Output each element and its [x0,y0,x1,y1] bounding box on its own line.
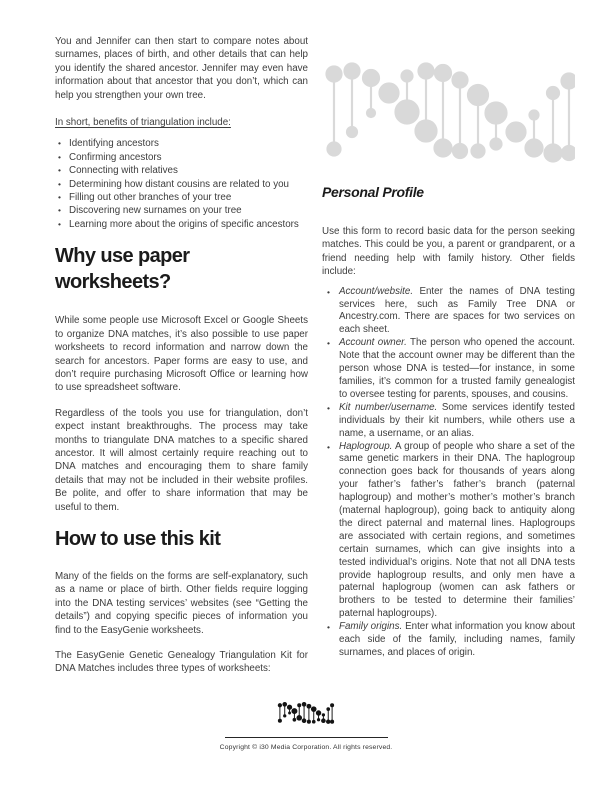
list-item [55,164,308,177]
list-item [55,151,308,164]
field-term: Account/website. [339,285,414,297]
paragraph: While some people use Microsoft Excel or Google Sheets to organize DNA matches, it’s also possible to use paper worksheets to record information and narrow down the search for ancestors. Paper forms are easy to use, and don’t require purchasing Microsoft Office or learning how to use spreadsheet software. [55,315,308,394]
field-term: Account owner. [339,337,407,349]
field-term: Family origins. [339,621,403,633]
benefit-label: Connecting with relatives [69,165,178,177]
list-item [55,218,308,231]
page-footer [0,700,612,752]
benefit-label: Identifying ancestors [69,138,159,150]
right-column [322,55,575,660]
field-item [322,402,575,441]
benefits-list [55,137,308,231]
field-description: Enter the names of DNA testing services here, such as Family Tree DNA or Ancestry.com. There are spaces for two services on each sheet. [339,285,575,336]
dna-logo-icon [277,700,335,726]
benefits-heading: In short, benefits of triangulation include: [55,117,231,129]
footer-divider [225,737,388,738]
list-item [55,178,308,191]
paragraph: Many of the fields on the forms are self-explanatory, such as a name or place of birth. Other fields require logging into the DNA testing services’ websites (see “Getting the details”) and copying specific pieces of information you find to the EasyGenie worksheets. [55,570,308,636]
list-item [55,137,308,150]
copyright-text: Copyright © i30 Media Corporation. All rights reserved. [219,744,393,751]
field-item [322,286,575,338]
dna-helix-icon [322,55,575,167]
left-column [55,35,308,688]
field-description: A group of people who share a set of the same genetic markers in their DNA. The haplogroup connection goes back for thousands of years along your father’s father’s father’s branch (paternal haplogroup) and mother’s mother’s mother’s branch (maternal haplogroup), going back to antiquity along the direct paternal and maternal lines. Haplogroups are associated with certain regions, and sometimes certain surnames, which can give insights into a tested individual’s origins. Note that not all DNA tests provide haplogroup results, and only men have a paternal haplogroup (women can ask fathers or brothers to be tested to determine their families’ paternal haplogroups). [339,440,575,620]
paragraph: The EasyGenie Genetic Genealogy Triangulation Kit for DNA Matches includes three types of worksheets: [55,650,308,675]
field-item [322,621,575,660]
list-item [55,191,308,204]
field-description: Enter what information you know about each side of the family, including names, family surnames, and places of origin. [339,621,575,658]
intro-paragraph: You and Jennifer can then start to compare notes about surnames, places of birth, and other details that can help you identify the shared ancestor. Jennifer may even have information about that ancestor that you don’t, which can help you strengthen your own tree. [55,36,308,101]
benefit-label: Filling out other branches of your tree [69,192,232,204]
field-term: Kit number/username. [339,401,438,413]
profile-intro-paragraph: Use this form to record basic data for the person seeking matches. This could be you, a parent or grandparent, or a friend needing help with family history. Other fields include: [322,226,575,278]
field-item [322,441,575,622]
paragraph: Regardless of the tools you use for triangulation, don’t expect instant breakthroughs. The process may take months to triangulate DNA matches to a specific shared ancestor. It will almost certainly require reaching out to DNA matches and encouraging them to share family details that may not be included in their website profiles. Be polite, and offer to share information that may be useful to them. [55,407,308,513]
benefit-label: Confirming ancestors [69,151,162,163]
benefit-label: Discovering new surnames on your tree [69,205,242,217]
benefit-label: Determining how distant cousins are related to you [69,178,290,190]
personal-profile-heading: Personal Profile [322,184,424,200]
field-description: Some services identify tested individuals by their kit numbers, while others use a name, a username, or an alias. [339,401,575,439]
profile-fields-list [322,286,575,660]
section-heading-how: How to use this kit [55,527,221,550]
field-term: Haplogroup. [339,440,393,452]
section-heading-why: Why use paper worksheets? [55,245,190,294]
field-item [322,337,575,402]
list-item [55,204,308,217]
benefit-label: Learning more about the origins of specific ancestors [69,218,299,230]
field-description: The person who opened the account. Note that the account owner may be different than the person whose DNA is tested—for instance, in some families, it’s common for a trusted family genealogist to oversee testing for parents, spouses, and cousins. [339,337,575,400]
